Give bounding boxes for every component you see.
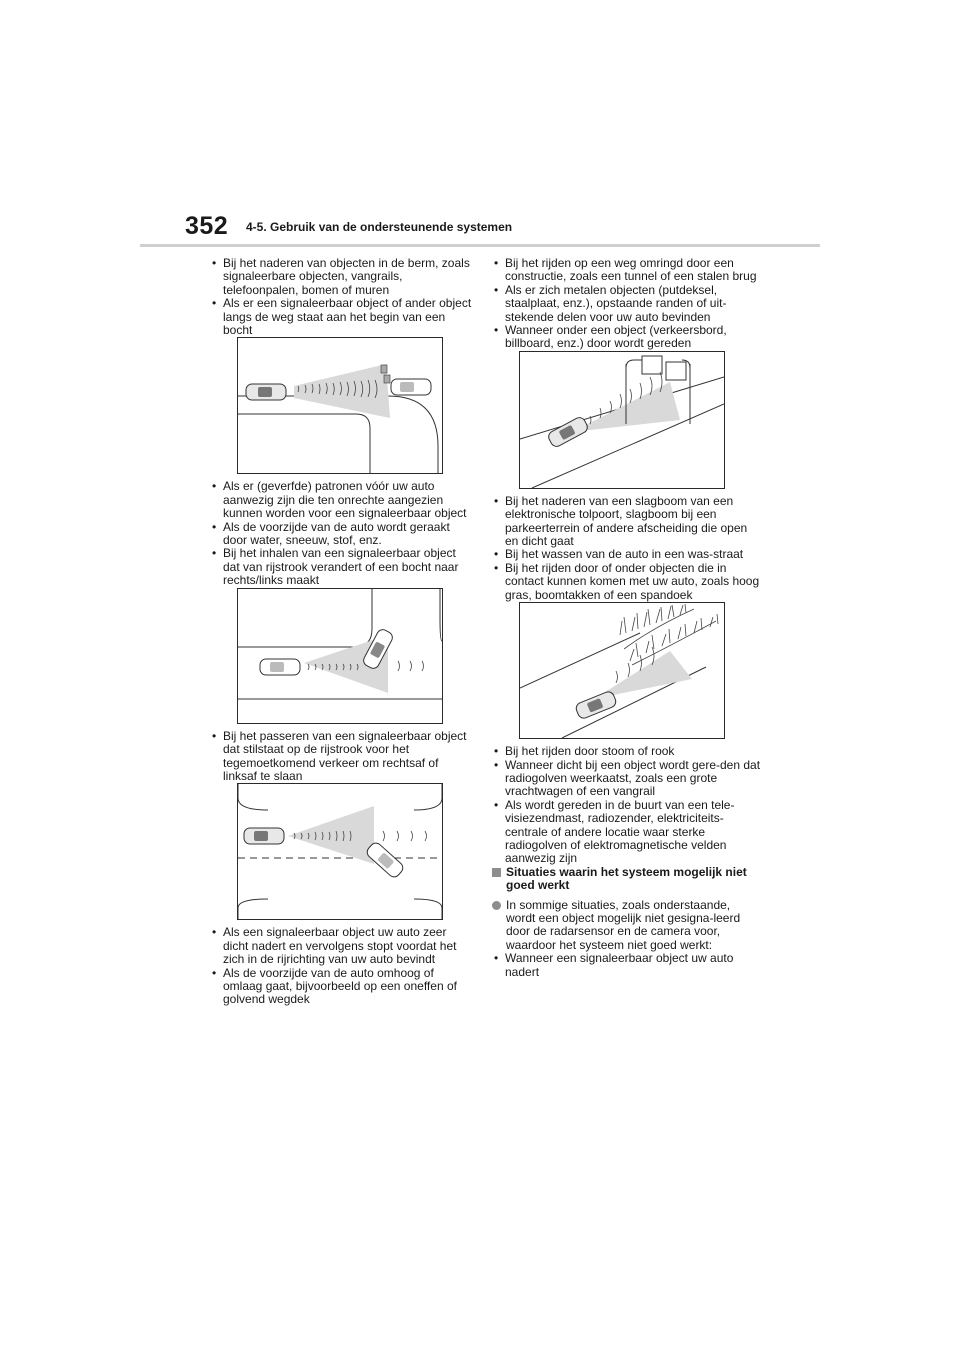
page-number: 352 — [185, 212, 229, 240]
list-item: • Bij het naderen van objecten in de berm, zoals signaleerbare objecten, vangrails, telefoonpalen, bomen of muren — [210, 257, 472, 297]
bullet-list — [210, 730, 472, 784]
intro-paragraph — [492, 899, 762, 953]
header-rule — [140, 244, 820, 247]
list-item: • Bij het wassen van de auto in een was-straat — [492, 548, 762, 561]
list-item: • Bij het rijden door of onder objecten die in contact kunnen komen met uw auto, zoals hoog gras, boomtakken of een spandoek — [492, 562, 762, 602]
list-item: • Bij het naderen van een slagboom van een elektronische tolpoort, slagboom bij een parkeerterrein of andere afscheiding die open en dicht gaat — [492, 495, 762, 549]
section-title: 4-5. Gebruik van de ondersteunende systemen — [246, 220, 513, 234]
bullet-list — [492, 495, 762, 602]
circle-bullet-icon — [492, 901, 501, 910]
illustration-tall-grass — [519, 602, 725, 739]
list-item: • Bij het inhalen van een signaleerbaar object dat van rijstrook verandert of een bocht naar rechts/links maakt — [210, 547, 472, 587]
list-item: • Bij het rijden op een weg omringd door een constructie, zoals een tunnel of een stalen brug — [492, 257, 762, 284]
list-item: • Als wordt gereden in de buurt van een tele-visiezendmast, radiozender, elektriciteits-centrale of andere locatie waar sterke radiogolven of elektromagnetische velden aanwezig zijn — [492, 799, 762, 866]
bullet-list — [492, 745, 762, 866]
bullet-list — [210, 926, 472, 1006]
illustration-sign-overhead — [519, 351, 725, 489]
list-item: • Als er zich metalen objecten (putdeksel, staalplaat, enz.), opstaande randen of uit-stekende delen voor uw auto bevinden — [492, 284, 762, 324]
list-item: • Als de voorzijde van de auto omhoog of omlaag gaat, bijvoorbeeld op een oneffen of golvend wegdek — [210, 967, 472, 1007]
list-item: • Bij het rijden door stoom of rook — [492, 745, 762, 758]
bullet-list — [210, 480, 472, 587]
list-item: • Wanneer onder een object (verkeersbord, billboard, enz.) door wordt gereden — [492, 324, 762, 351]
list-item: • Wanneer een signaleerbaar object uw auto nadert — [492, 952, 762, 979]
list-item: • Als er een signaleerbaar object of ander object langs de weg staat aan het begin van een bocht — [210, 297, 472, 337]
bullet-list — [492, 952, 762, 979]
list-item: • Als een signaleerbaar object uw auto zeer dicht nadert en vervolgens stopt voordat het zich in de rijrichting van uw auto bevindt — [210, 926, 472, 966]
intro-text: In sommige situaties, zoals onderstaande, wordt een object mogelijk niet gesigna-leerd door de radarsensor en de camera voor, waardoor het systeem niet goed werkt: — [506, 897, 741, 952]
list-item: • Bij het passeren van een signaleerbaar object dat stilstaat op de rijstrook voor het tegemoetkomend verkeer om rechtsaf of linksaf te slaan — [210, 730, 472, 784]
illustration-curve-roadside — [237, 337, 443, 474]
left-column — [210, 257, 472, 1007]
bullet-list — [210, 257, 472, 337]
illustration-oncoming-turn — [237, 783, 443, 920]
list-item: • Als de voorzijde van de auto wordt geraakt door water, sneeuw, stof, enz. — [210, 521, 472, 548]
subsection-heading — [492, 866, 762, 893]
bullet-list — [492, 257, 762, 351]
list-item: • Wanneer dicht bij een object wordt gere-den dat radiogolven weerkaatst, zoals een grote vrachtwagen of een vangrail — [492, 759, 762, 799]
illustration-overtaking-turning-vehicle — [237, 588, 443, 724]
list-item: • Als er (geverfde) patronen vóór uw auto aanwezig zijn die ten onrechte aangezien kunnen worden voor een signaleerbaar object — [210, 480, 472, 520]
subsection-heading-text: Situaties waarin het systeem mogelijk niet goed werkt — [506, 864, 747, 893]
square-bullet-icon — [492, 868, 501, 877]
right-column — [492, 257, 762, 979]
